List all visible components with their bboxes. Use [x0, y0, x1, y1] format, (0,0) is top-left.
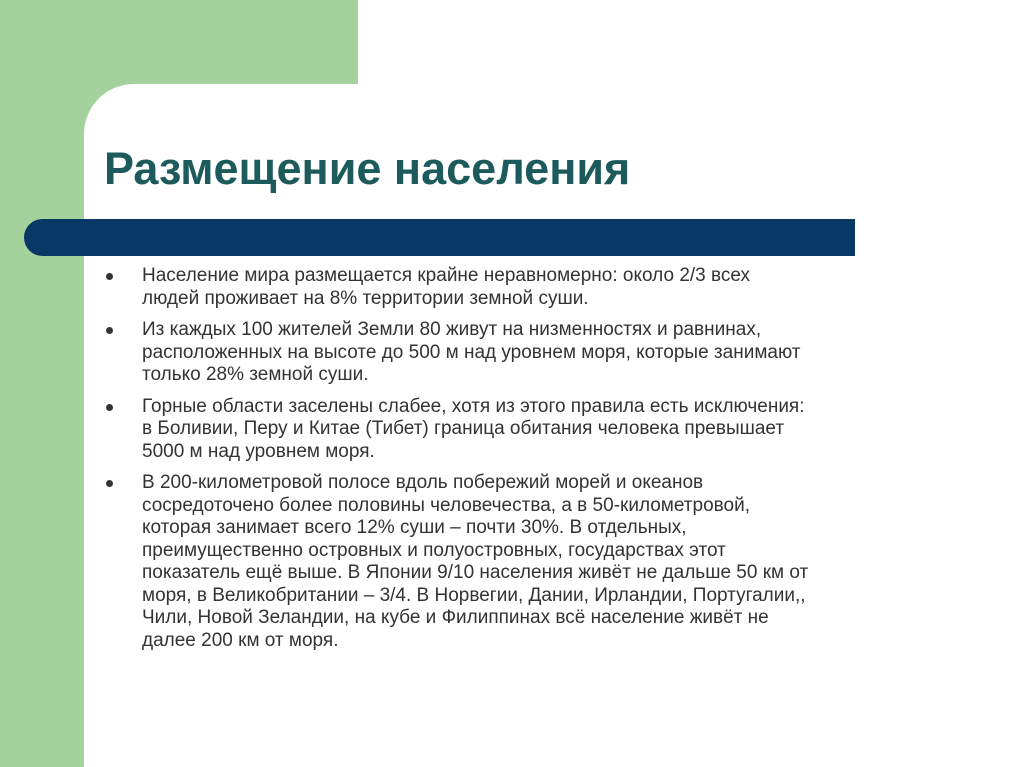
bullet-item [98, 472, 978, 652]
bullet-item [98, 319, 978, 387]
bullet-line: Горные области заселены слабее, хотя из этого правила есть исключения: [142, 395, 805, 417]
bullet-line: расположенных на высоте до 500 м над уровнем моря, которые занимают [142, 341, 801, 363]
bullet-line: моря, в Великобритании – 3/4. В Норвегии, Дании, Ирландии, Португалии,, [142, 584, 806, 606]
title-underline-bar [24, 219, 855, 256]
bullet-line: Из каждых 100 жителей Земли 80 живут на низменностях и равнинах, [142, 319, 762, 340]
bullet-line: людей проживает на 8% территории земной суши. [142, 287, 589, 309]
bullet-line: которая занимает всего 12% суши – почти 30%. В отдельных, [142, 517, 687, 538]
bullet-line: показатель ещё выше. В Японии 9/10 населения живёт не дальше 50 км от [142, 562, 809, 583]
bullet-item [98, 265, 978, 310]
bullet-line: Чили, Новой Зеландии, на кубе и Филиппинах всё население живёт не [142, 607, 769, 628]
bullet-dot-icon [106, 480, 113, 487]
bullet-item [98, 396, 978, 464]
bullet-dot-icon [106, 327, 113, 334]
bullet-line: в Боливии, Перу и Китае (Тибет) граница обитания человека превышает [142, 418, 785, 439]
bullet-line: далее 200 км от моря. [142, 629, 339, 651]
bullet-dot-icon [106, 273, 113, 280]
bullet-line: В 200-километровой полосе вдоль побережий морей и океанов [142, 472, 704, 493]
bullet-dot-icon [106, 404, 113, 411]
bullet-line: Население мира размещается крайне неравномерно: около 2/3 всех [142, 265, 751, 286]
bullet-line: только 28% земной суши. [142, 364, 369, 385]
bullet-line: преимущественно островных и полуостровных, государствах этот [142, 539, 726, 561]
bullet-line: 5000 м над уровнем моря. [142, 440, 375, 462]
bullet-line: сосредоточено более половины человечества, а в 50-километровой, [142, 494, 750, 516]
slide-title: Размещение населения [104, 143, 631, 194]
bullet-list [98, 265, 978, 661]
